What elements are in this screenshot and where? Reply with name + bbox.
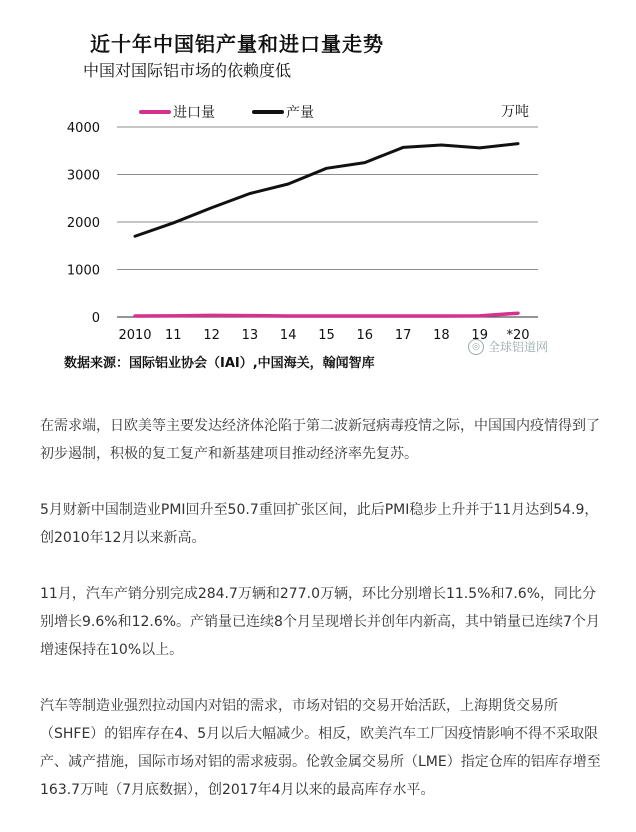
data-point-1-1 bbox=[173, 222, 175, 224]
x-tick-label-8: 18 bbox=[433, 328, 450, 343]
data-point-1-5 bbox=[326, 168, 328, 170]
article-paragraph-4: 汽车等制造业强烈拉动国内对铝的需求，市场对铝的交易开始活跃，上海期货交易所（SHFE）的铝库存在4、5月以后大幅减少。相反，欧美汽车工厂因疫情影响不得不采取限产、减产措施，国际市场对铝的需求疲弱。伦敦金属交易所（LME）指定仓库的铝库存增至163.7万吨（7月底数据），创2017年4月以来的最高库存水平。 bbox=[40, 698, 601, 798]
x-tick-label-9: 19 bbox=[471, 328, 488, 343]
unit-label: 万吨 bbox=[501, 104, 529, 120]
chart-source: 数据来源：国际铝业协会（IAI）,中国海关，翰闻智库 bbox=[64, 356, 375, 371]
data-point-0-3 bbox=[249, 315, 251, 317]
data-point-0-0 bbox=[134, 315, 136, 317]
x-tick-label-5: 15 bbox=[318, 328, 335, 343]
y-tick-label-2000: 2000 bbox=[66, 216, 100, 231]
x-tick-label-0: 2010 bbox=[118, 328, 152, 343]
y-tick-label-4000: 4000 bbox=[66, 121, 100, 136]
x-tick-label-3: 13 bbox=[241, 328, 259, 343]
watermark-text: 全球铝道网 bbox=[488, 340, 549, 354]
x-tick-label-10: *20 bbox=[506, 328, 530, 343]
data-point-0-5 bbox=[326, 315, 328, 317]
chart-subtitle: 中国对国际铝市场的依赖度低 bbox=[83, 61, 292, 80]
data-point-0-7 bbox=[402, 315, 404, 317]
data-point-1-4 bbox=[287, 183, 289, 185]
legend-label-0: 进口量 bbox=[173, 105, 215, 121]
data-point-0-9 bbox=[479, 315, 481, 317]
x-tick-label-4: 14 bbox=[279, 328, 297, 343]
data-point-0-1 bbox=[173, 315, 175, 317]
article-paragraph-1: 在需求端，日欧美等主要发达经济体沦陷于第二波新冠病毒疫情之际，中国国内疫情得到了初步遏制，积极的复工复产和新基建项目推动经济率先复苏。 bbox=[40, 418, 600, 462]
data-point-0-2 bbox=[211, 315, 213, 317]
article-paragraph-3: 11月，汽车产销分别完成284.7万辆和277.0万辆，环比分别增长11.5%和7.6%，同比分别增长9.6%和12.6%。产销量已连续8个月呈现增长并创年内新高，其中销量已连续7个月增速保持在10%以上。 bbox=[40, 586, 600, 658]
x-tick-label-2: 12 bbox=[203, 328, 220, 343]
x-tick-label-6: 16 bbox=[356, 328, 374, 343]
chart-title: 近十年中国铝产量和进口量走势 bbox=[90, 32, 384, 56]
watermark bbox=[468, 338, 548, 355]
data-point-0-4 bbox=[287, 315, 289, 317]
data-point-0-8 bbox=[441, 315, 443, 317]
data-point-0-6 bbox=[364, 315, 366, 317]
data-point-1-9 bbox=[479, 147, 481, 149]
data-point-1-2 bbox=[211, 207, 213, 209]
data-point-1-8 bbox=[441, 144, 443, 146]
data-point-1-0 bbox=[134, 235, 136, 237]
watermark-logo-icon: ◎ bbox=[468, 339, 484, 355]
article-body bbox=[40, 412, 606, 832]
y-tick-label-1000: 1000 bbox=[66, 263, 100, 279]
article-paragraph-2: 5月财新中国制造业PMI回升至50.7重回扩张区间，此后PMI稳步上升并于11月达到54.9，创2010年12月以来新高。 bbox=[40, 502, 599, 546]
data-point-1-6 bbox=[364, 162, 366, 164]
data-point-1-10 bbox=[517, 143, 519, 145]
line-chart bbox=[0, 90, 636, 350]
y-tick-label-0: 0 bbox=[91, 311, 100, 326]
data-point-1-7 bbox=[402, 147, 404, 149]
data-point-0-10 bbox=[517, 312, 519, 314]
x-tick-label-1: 11 bbox=[165, 328, 182, 343]
data-point-1-3 bbox=[249, 193, 251, 195]
x-tick-label-7: 17 bbox=[394, 328, 412, 343]
y-tick-label-3000: 3000 bbox=[66, 168, 100, 184]
legend-label-1: 产量 bbox=[286, 105, 314, 121]
